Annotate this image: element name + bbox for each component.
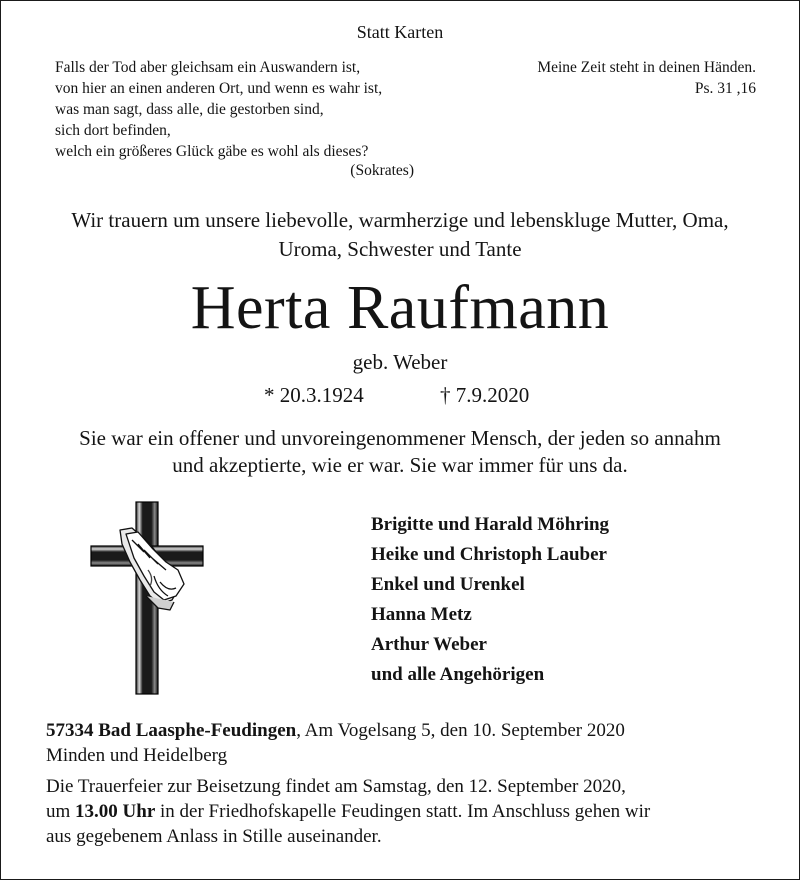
mourners-list: [371, 510, 609, 690]
mourner-name: Arthur Weber: [371, 634, 487, 655]
quote-line: welch ein größeres Glück gäbe es wohl als dieses?: [55, 143, 369, 160]
mourner-name: Hanna Metz: [371, 604, 472, 625]
quote-line: was man sagt, dass alle, die gestorben sind,: [55, 101, 324, 118]
psalm-text: Meine Zeit steht in deinen Händen.: [537, 59, 756, 76]
service-line: [46, 799, 650, 824]
service-line: aus gegebenem Anlass in Stille auseinander.: [46, 826, 382, 847]
character-line: und akzeptierte, wie er war. Sie war immer für uns da.: [172, 453, 628, 477]
service-time: 13.00 Uhr: [75, 801, 156, 822]
cross-with-praying-hands-icon: [88, 500, 228, 696]
mourner-name: Enkel und Urenkel: [371, 574, 525, 595]
psalm-quote: [470, 57, 756, 99]
birth-date: * 20.3.1924: [264, 383, 364, 407]
service-post: in der Friedhofskapelle Feudingen statt. Im Anschluss gehen wir: [155, 801, 651, 822]
service-line: Die Trauerfeier zur Beisetzung findet am Samstag, den 12. September 2020,: [46, 776, 626, 797]
death-date: † 7.9.2020: [440, 383, 530, 407]
mourner-name: Brigitte und Harald Möhring: [371, 514, 610, 535]
statt-karten-heading: Statt Karten: [356, 22, 444, 42]
service-pre: um: [46, 801, 76, 822]
quote-line: von hier an einen anderen Ort, und wenn es wahr ist,: [55, 80, 383, 97]
quote-line: Falls der Tod aber gleichsam ein Auswandern ist,: [55, 59, 361, 76]
mourner-name: Heike und Christoph Lauber: [371, 544, 607, 565]
deceased-name: Herta Raufmann: [190, 274, 610, 342]
maiden-name: geb. Weber: [352, 350, 448, 374]
psalm-reference: Ps. 31 ,16: [694, 80, 756, 97]
address-place: 57334 Bad Laasphe-Feudingen: [46, 720, 297, 741]
mourning-intro: [0, 206, 800, 264]
socrates-quote: [55, 57, 455, 162]
address-details: , Am Vogelsang 5, den 10. September 2020: [296, 720, 625, 741]
address-block: [46, 718, 625, 768]
quote-author: (Sokrates): [350, 162, 414, 179]
funeral-service-info: [46, 774, 650, 849]
intro-line: Wir trauern um unsere liebevolle, warmherzige und lebenskluge Mutter, Oma,: [71, 208, 729, 232]
address-line: [46, 718, 625, 743]
quote-line: sich dort befinden,: [55, 122, 171, 139]
character-line: Sie war ein offener und unvoreingenommener Mensch, der jeden so annahm: [79, 426, 721, 450]
mourner-name: und alle Angehörigen: [371, 664, 545, 685]
address-cities: Minden und Heidelberg: [46, 745, 228, 766]
intro-line: Uroma, Schwester und Tante: [278, 237, 522, 261]
character-text: [0, 425, 800, 479]
